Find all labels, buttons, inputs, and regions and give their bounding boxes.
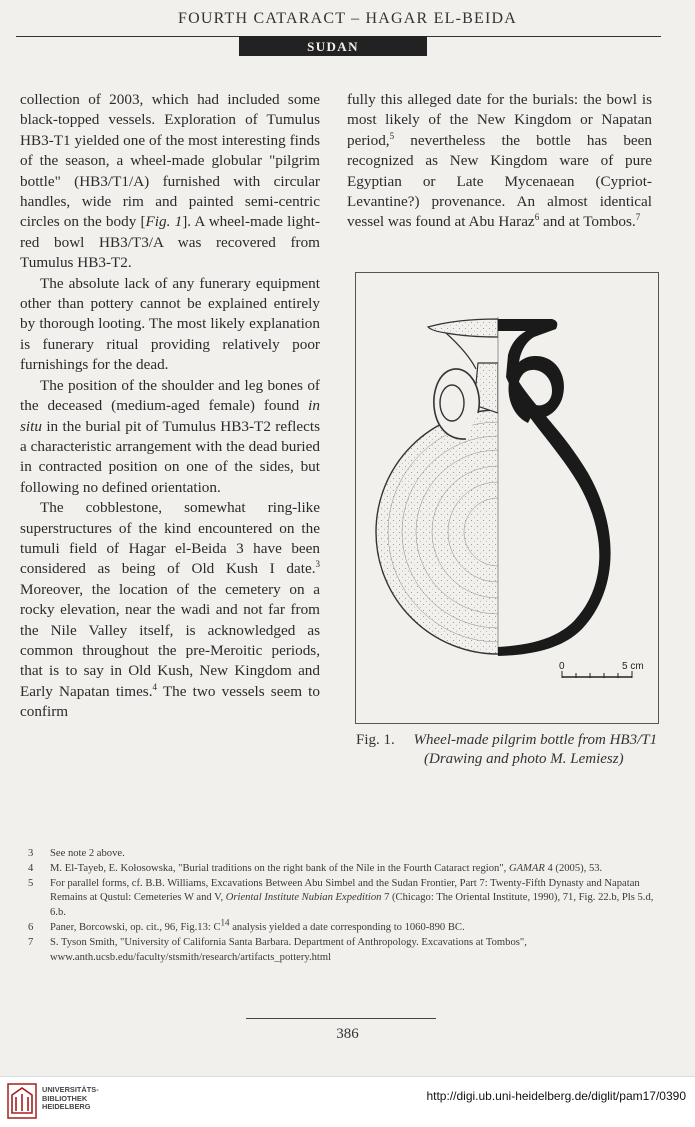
footnote-italic: Oriental Institute Nubian Expedition [225, 892, 382, 904]
footnote-text-end: 4 (2005), 53. [544, 862, 603, 874]
figure-1-frame [355, 272, 659, 724]
footnote-ref-7[interactable]: 7 [635, 212, 641, 223]
left-column [20, 90, 320, 723]
paragraph-4-end: The two vessels seem to confirm [20, 682, 320, 721]
paragraph-5-end: and at Tombos. [539, 213, 636, 231]
figure-caption [356, 731, 676, 769]
in-situ-italic: in situ [20, 397, 320, 435]
footnote-text-end: analysis yielded a date corresponding to 1060-890 BC. [229, 921, 465, 933]
paragraph-3 [20, 376, 320, 498]
footnote-7 [28, 936, 668, 966]
footnote-text: See note 2 above. [50, 848, 125, 859]
paragraph-5-text: fully this alleged date for the burials: the bowl is most likely of the New Kingdom or Napatan period, [347, 91, 652, 149]
footnote-ref-3[interactable]: 3 [315, 559, 320, 570]
footnote-6 [28, 917, 668, 936]
paragraph-5 [347, 90, 652, 233]
figure-reference: Fig. 1 [145, 213, 183, 231]
footnote-number: 3 [28, 848, 34, 859]
source-url-link[interactable]: http://digi.ub.uni-heidelberg.de/diglit/pam17/0390 [426, 1089, 686, 1103]
footnote-text-end: 7 (Chicago: The Oriental Institute, 1990), 71, Fig. 22.b, Pls 5.d, 6.b. [50, 892, 654, 919]
page-number: 386 [336, 1026, 359, 1042]
scale-bar [559, 661, 644, 678]
footnote-ref-6[interactable]: 6 [534, 212, 540, 223]
library-logo-icon[interactable] [7, 1083, 37, 1119]
footnote-text: M. El-Tayeb, E. Kołosowska, "Burial traditions on the right bank of the Nile in the Fourth Cataract region", [50, 862, 509, 874]
footnote-4 [28, 862, 668, 877]
library-line-2: BIBLIOTHEK [42, 1093, 88, 1103]
paragraph-1 [20, 90, 320, 274]
footnote-text: Paner, Borcowski, op. cit., 96, Fig.13: C [50, 921, 221, 933]
caption-title: Wheel-made pilgrim bottle from HB3/T1 [413, 732, 658, 748]
footnote-3 [28, 847, 668, 862]
footer-rule [246, 1018, 436, 1019]
footnote-italic: GAMAR [508, 862, 545, 874]
paragraph-5-middle: nevertheless the bottle has been recognized as New Kingdom ware of pure Egyptian or Late Mycenaean (Cypriot-Levantine?) provenance. An almost identical vessel was found at Abu Haraz [347, 131, 652, 231]
paragraph-4-middle: Moreover, the location of the cemetery on a rocky elevation, near the wadi and not far from the Nile Valley itself, is acknowledged as common throughout the pre-Meroitic periods, that is to say in Old Kush, New Kingdom and Early Napatan times. [20, 580, 320, 700]
paragraph-1-text: collection of 2003, which had included some black-topped vessels. Exploration of Tumulus HB3-T1 yielded one of the most interesting finds of the season, a wheel-made globular "pilgrim bottle" (HB3/T1/A) furnished with circular handles, wide rim and painted semi-centric circles on the body [ [20, 91, 320, 231]
caption-line-1 [356, 731, 676, 750]
caption-label: Fig. 1. [356, 732, 395, 748]
footnote-ref-4[interactable]: 4 [152, 681, 158, 692]
right-column [347, 90, 652, 233]
library-line-3: HEIDELBERG [42, 1102, 91, 1111]
bottle-section-profile [498, 319, 611, 656]
footnote-text: S. Tyson Smith, "University of California Santa Barbara. Department of Anthropology. Excavations at Tombos", www.anth.ucsb.edu/faculty/stsmith/research/artifacts_pottery.html [50, 936, 527, 963]
paragraph-2: The absolute lack of any funerary equipment other than pottery cannot be explained entirely by thorough looting. The most likely explanation is funerary ritual providing relatively poor furnishings for the dead. [20, 274, 320, 374]
footnote-ref-5[interactable]: 5 [389, 130, 395, 141]
footnote-number: 7 [28, 936, 34, 948]
scale-five-label: 5 cm [622, 661, 644, 672]
library-name[interactable] [42, 1086, 99, 1112]
paragraph-3-text: The position of the shoulder and leg bones of the deceased (medium-aged female) found [20, 376, 320, 415]
paragraph-1-end: ]. A wheel-made light-red bowl HB3/T3/A was recovered from Tumulus HB3-T2. [20, 213, 321, 272]
footnote-superscript: 14 [220, 917, 230, 928]
running-head: FOURTH CATARACT – HAGAR EL-BEIDA [178, 10, 517, 27]
footnote-number: 5 [28, 877, 34, 889]
section-label: SUDAN [239, 36, 427, 56]
caption-line-2: (Drawing and photo M. Lemiesz) [424, 751, 624, 767]
library-line-1: UNIVERSITÄTS- [42, 1085, 99, 1094]
paragraph-3-end: in the burial pit of Tumulus HB3-T2 reflects a characteristic arrangement with the dead buried in contracted position on one of the sides, but following no defined orientation. [20, 417, 320, 496]
footnote-5 [28, 877, 668, 921]
footnote-number: 4 [28, 862, 34, 874]
footnotes [28, 847, 668, 965]
footnote-number: 6 [28, 921, 34, 933]
footnote-text: For parallel forms, cf. B.B. Williams, Excavations Between Abu Simbel and the Sudan Frontier, Part 7: Twenty-Fifth Dynasty and Napatan Remains at Qustul: Cemeteries W and V, [50, 877, 640, 904]
pilgrim-bottle-drawing [356, 273, 658, 723]
scale-zero-label: 0 [559, 661, 565, 672]
paragraph-4 [20, 498, 320, 722]
paragraph-4-text: The cobblestone, somewhat ring-like superstructures of the kind encountered on the tumuli field of Hagar el-Beida 3 have been considered as being of Old Kush I date. [20, 499, 320, 578]
